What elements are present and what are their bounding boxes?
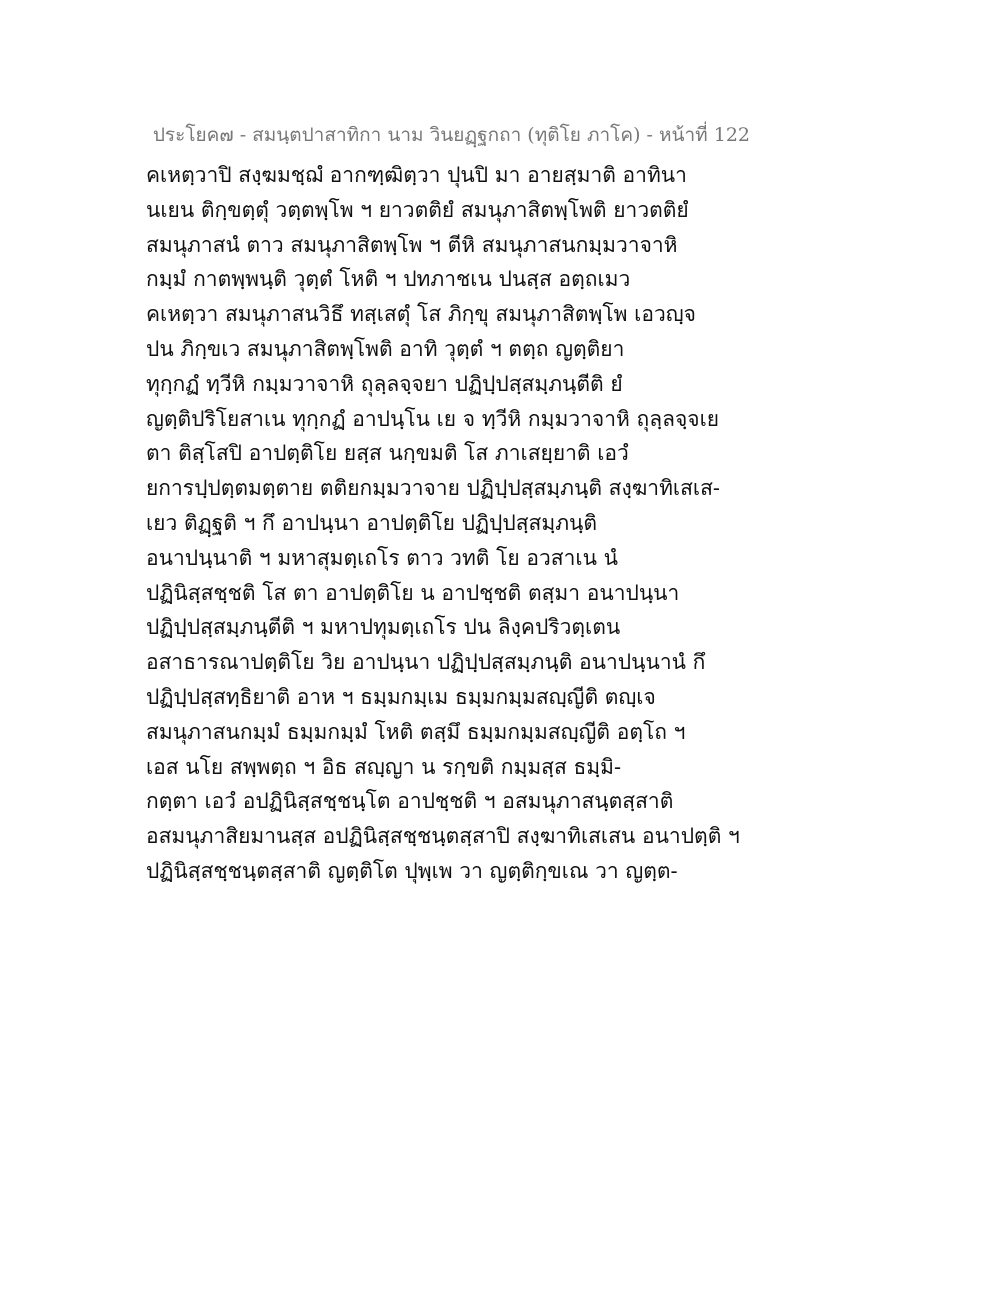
- body-text: [146, 158, 740, 889]
- text-line: ปน ภิกฺขเว สมนุภาสิตพฺโพติ อาทิ วุตฺตํ ฯ ตตฺถ ญตฺติยา: [146, 336, 625, 361]
- text-line: ยการปฺปตฺตมตฺตาย ตติยกมฺมวาจาย ปฏิปฺปสฺสมฺภนฺติ สงฺฆาทิเสเส-: [146, 476, 721, 501]
- text-line: คเหตฺวา สมนุภาสนวิธึ ทสฺเสตุํ โส ภิกฺขุ สมนุภาสิตพฺโพ เอวญฺจ: [146, 302, 696, 327]
- text-line: ทุกฺกฏํ ทฺวีหิ กมฺมวาจาหิ ถุลฺลจฺจยา ปฏิปฺปสฺสมฺภนฺตีติ ยํ: [146, 371, 623, 396]
- text-line: อสมนุภาสิยมานสฺส อปฏินิสฺสชฺชนฺตสฺสาปิ สงฺฆาทิเสเสน อนาปตฺติ ฯ: [146, 824, 740, 849]
- text-line: ปฏินิสฺสชฺชติ โส ตา อาปตฺติโย น อาปชฺชติ ตสฺมา อนาปนฺนา: [146, 580, 680, 605]
- text-line: สมนุภาสนกมฺมํ ธมฺมกมฺมํ โหติ ตสฺมึ ธมฺมกมฺมสญฺญีติ อตฺโถ ฯ: [146, 719, 686, 744]
- text-line: อนาปนฺนาติ ฯ มหาสุมตฺเถโร ตาว วทติ โย อวสาเน นํ: [146, 545, 618, 570]
- text-line: ปฏิปฺปสฺสทฺธิยาติ อาห ฯ ธมฺมกมฺเม ธมฺมกมฺมสญฺญีติ ตญฺเจ: [146, 684, 656, 709]
- text-line: เยว ติฏฺฐติ ฯ กึ อาปนฺนา อาปตฺติโย ปฏิปฺปสฺสมฺภนฺติ: [146, 510, 598, 535]
- text-line: กตฺตา เอวํ อปฏินิสฺสชฺชนฺโต อาปชฺชติ ฯ อสมนุภาสนฺตสฺสาติ: [146, 789, 674, 814]
- text-line: ปฏิปฺปสฺสมฺภนฺตีติ ฯ มหาปทุมตฺเถโร ปน ลิงฺคปริวตฺเตน: [146, 615, 621, 640]
- text-line: กมฺมํ กาตพฺพนฺติ วุตฺตํ โหติ ฯ ปทภาชเน ปนสฺส อตฺถเมว: [146, 267, 631, 292]
- text-line: ตา ติสฺโสปิ อาปตฺติโย ยสฺส นกฺขมติ โส ภาเสยฺยาติ เอวํ: [146, 441, 629, 466]
- text-line: นเยน ติกฺขตฺตุํ วตฺตพฺโพ ฯ ยาวตติยํ สมนุภาสิตพฺโพติ ยาวตติยํ: [146, 197, 689, 222]
- text-line: ญตฺติปริโยสาเน ทุกฺกฏํ อาปนฺโน เย จ ทฺวีหิ กมฺมวาจาหิ ถุลฺลจฺจเย: [146, 406, 720, 431]
- text-line: เอส นโย สพฺพตฺถ ฯ อิธ สญฺญา น รกฺขติ กมฺมสฺส ธมฺมิ-: [146, 754, 622, 779]
- text-line: คเหตฺวาปิ สงฺฆมชฺฌํ อากฑฺฒิตฺวา ปุนปิ มา อายสฺมาติ อาทินา: [146, 163, 687, 187]
- page-header: ประโยค๗ - สมนฺตปาสาทิกา นาม วินยฏฺฐกถา (ทุติโย ภาโค) - หน้าที่ 122: [152, 124, 750, 146]
- text-line: อสาธารณาปตฺติโย วิย อาปนฺนา ปฏิปฺปสฺสมฺภนฺติ อนาปนฺนานํ กึ: [146, 650, 706, 675]
- text-line: ปฏินิสฺสชฺชนฺตสฺสาติ ญตฺติโต ปุพฺเพ วา ญตฺติกฺขเณ วา ญตฺต-: [146, 858, 678, 883]
- text-line: สมนุภาสนํ ตาว สมนุภาสิตพฺโพ ฯ ตีหิ สมนุภาสนกมฺมวาจาหิ: [146, 232, 678, 257]
